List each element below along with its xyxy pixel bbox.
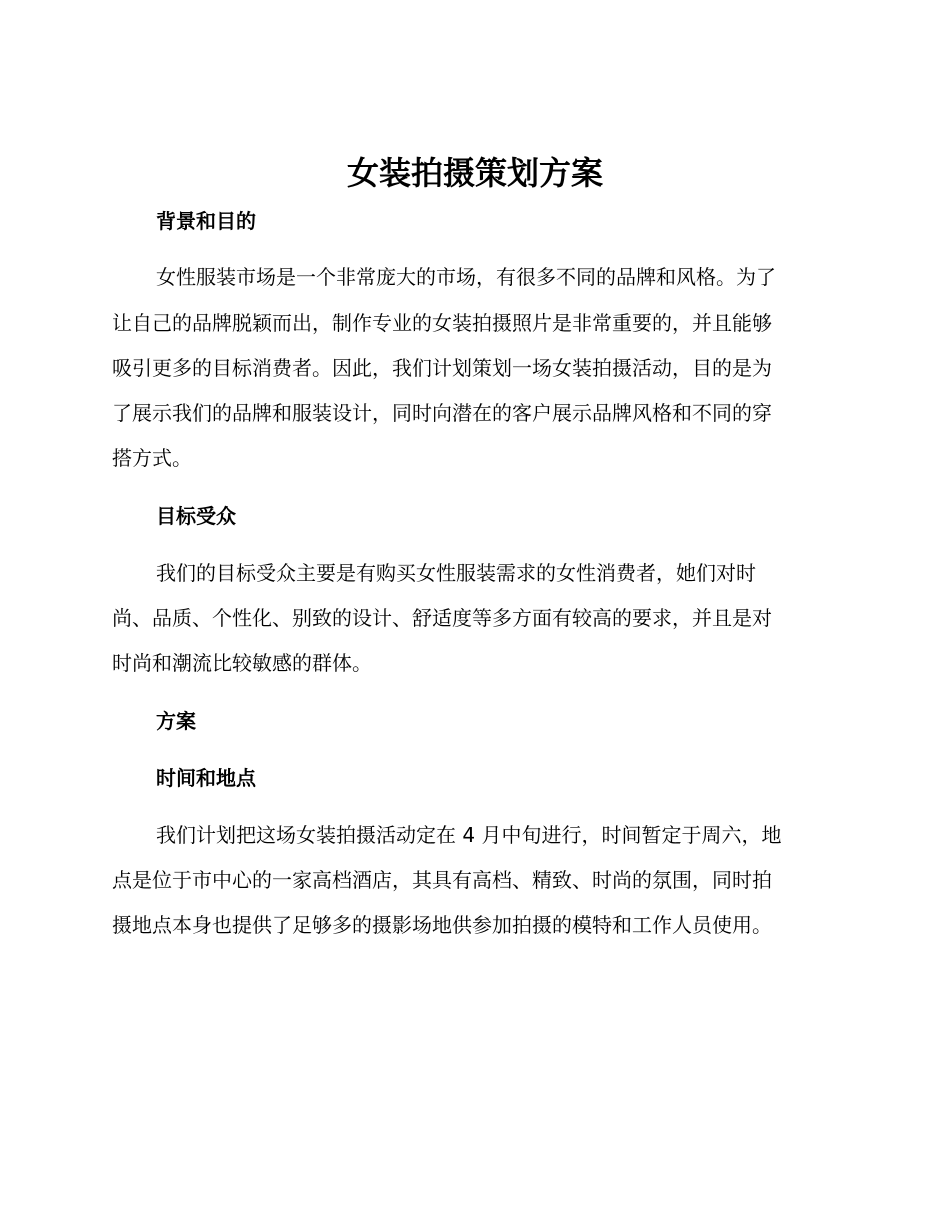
paragraph-line: 了展示我们的品牌和服装设计，同时向潜在的客户展示品牌风格和不同的穿 bbox=[112, 401, 772, 425]
section-heading-background: 背景和目的 bbox=[156, 209, 256, 233]
paragraph-line: 时尚和潮流比较敏感的群体。 bbox=[112, 651, 372, 675]
paragraph-line: 尚、品质、个性化、别致的设计、舒适度等多方面有较高的要求，并且是对 bbox=[112, 606, 772, 630]
paragraph-line: 我们计划把这场女装拍摄活动定在 4 月中旬进行，时间暂定于周六，地 bbox=[156, 823, 782, 847]
paragraph-line: 我们的目标受众主要是有购买女性服装需求的女性消费者，她们对时 bbox=[156, 561, 756, 585]
section-heading-target-audience: 目标受众 bbox=[156, 504, 236, 528]
paragraph-line: 让自己的品牌脱颖而出，制作专业的女装拍摄照片是非常重要的，并且能够 bbox=[112, 311, 772, 335]
paragraph-line: 搭方式。 bbox=[112, 446, 192, 470]
document-title: 女装拍摄策划方案 bbox=[346, 154, 603, 192]
paragraph-line: 吸引更多的目标消费者。因此，我们计划策划一场女装拍摄活动，目的是为 bbox=[112, 356, 772, 380]
paragraph-line: 女性服装市场是一个非常庞大的市场，有很多不同的品牌和风格。为了 bbox=[156, 265, 776, 289]
section-heading-time-location: 时间和地点 bbox=[156, 766, 256, 790]
section-heading-plan: 方案 bbox=[156, 709, 196, 733]
paragraph-line: 摄地点本身也提供了足够多的摄影场地供参加拍摄的模特和工作人员使用。 bbox=[112, 913, 772, 937]
paragraph-line: 点是位于市中心的一家高档酒店，其具有高档、精致、时尚的氛围，同时拍 bbox=[112, 868, 772, 892]
